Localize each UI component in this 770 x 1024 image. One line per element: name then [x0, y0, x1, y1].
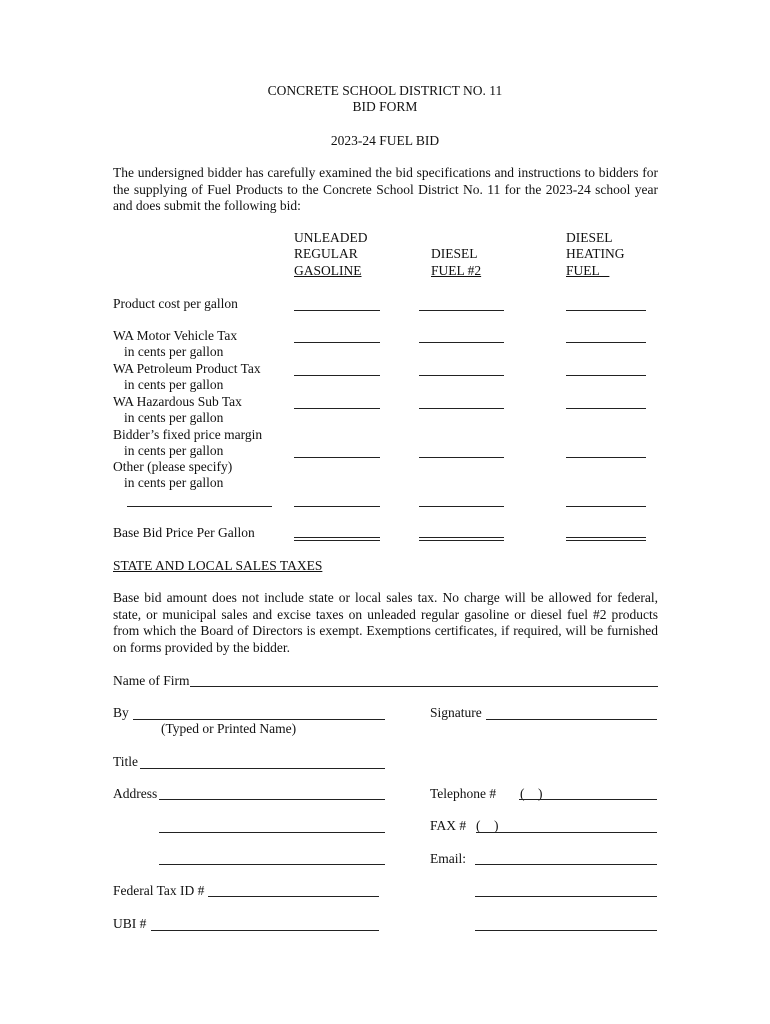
row-petroleum-tax: WA Petroleum Product Tax — [113, 361, 261, 376]
email-field[interactable] — [475, 864, 657, 865]
heating-product-cost-field[interactable] — [566, 310, 646, 311]
diesel-motor-tax-field[interactable] — [419, 342, 504, 343]
bid-title: 2023-24 FUEL BID — [330, 133, 440, 148]
fax-field[interactable] — [476, 832, 657, 833]
unleaded-margin-field[interactable] — [294, 457, 380, 458]
by-note: (Typed or Printed Name) — [161, 721, 297, 736]
unleaded-product-cost-field[interactable] — [294, 310, 380, 311]
row-hazardous-tax-sub: in cents per gallon — [124, 410, 224, 425]
title-field[interactable] — [140, 768, 385, 769]
row-product-cost: Product cost per gallon — [113, 296, 238, 311]
tax-id-field[interactable] — [208, 896, 379, 897]
diesel-product-cost-field[interactable] — [419, 310, 504, 311]
other-specify-field[interactable] — [127, 506, 272, 507]
col-unleaded-line2: REGULAR — [294, 246, 358, 261]
heating-motor-tax-field[interactable] — [566, 342, 646, 343]
unleaded-base-bid-field[interactable] — [294, 537, 380, 541]
signature-label: Signature — [430, 705, 482, 720]
diesel-petroleum-tax-field[interactable] — [419, 375, 504, 376]
row-margin: Bidder’s fixed price margin — [113, 427, 263, 442]
title-label: Title — [113, 754, 139, 769]
row-margin-sub: in cents per gallon — [124, 443, 224, 458]
tax-id-label: Federal Tax ID # — [113, 883, 205, 898]
taxes-paragraph: Base bid amount does not include state or local sales tax. No charge will be allowed for federal, state, or municipal sales and excise taxes on unleaded regular gasoline or diesel fuel #2 products from which the Board of Directors is exempt. Exemptions certificates, if required, will be furnished on forms provided by the bidder. — [113, 590, 658, 655]
fax-label: FAX # — [430, 818, 467, 833]
row-other: Other (please specify) — [113, 459, 233, 474]
firm-label: Name of Firm — [113, 673, 190, 688]
unleaded-other-field[interactable] — [294, 506, 380, 507]
col-heating-line3: FUEL — [566, 263, 610, 278]
signature-field[interactable] — [486, 719, 657, 720]
ubi-label: UBI # — [113, 916, 147, 931]
telephone-label: Telephone # — [430, 786, 497, 801]
email-label: Email: — [430, 851, 466, 866]
row-hazardous-tax: WA Hazardous Sub Tax — [113, 394, 242, 409]
extra-field-2[interactable] — [475, 930, 657, 931]
ubi-field[interactable] — [151, 930, 379, 931]
firm-field[interactable] — [190, 686, 658, 687]
col-diesel-line2: DIESEL — [431, 246, 478, 261]
heating-petroleum-tax-field[interactable] — [566, 375, 646, 376]
col-diesel-line3: FUEL #2 — [431, 263, 482, 278]
extra-field-1[interactable] — [475, 896, 657, 897]
row-motor-tax-sub: in cents per gallon — [124, 344, 224, 359]
by-label: By — [113, 705, 129, 720]
col-heating-line2: HEATING — [566, 246, 625, 261]
diesel-margin-field[interactable] — [419, 457, 504, 458]
heating-other-field[interactable] — [566, 506, 646, 507]
row-other-sub: in cents per gallon — [124, 475, 224, 490]
address-field-1[interactable] — [159, 799, 385, 800]
row-base-bid: Base Bid Price Per Gallon — [113, 525, 255, 540]
taxes-heading: STATE AND LOCAL SALES TAXES — [113, 558, 323, 573]
address-label: Address — [113, 786, 158, 801]
row-petroleum-tax-sub: in cents per gallon — [124, 377, 224, 392]
diesel-base-bid-field[interactable] — [419, 537, 504, 541]
row-motor-tax: WA Motor Vehicle Tax — [113, 328, 238, 343]
heating-hazardous-tax-field[interactable] — [566, 408, 646, 409]
col-unleaded-line1: UNLEADED — [294, 230, 368, 245]
district-title: CONCRETE SCHOOL DISTRICT NO. 11 — [267, 83, 503, 98]
unleaded-motor-tax-field[interactable] — [294, 342, 380, 343]
fax-area-code: ( ) — [476, 818, 499, 833]
telephone-area-code: ( ) — [520, 786, 543, 801]
col-heating-line1: DIESEL — [566, 230, 613, 245]
address-field-3[interactable] — [159, 864, 385, 865]
heating-margin-field[interactable] — [566, 457, 646, 458]
form-title: BID FORM — [352, 99, 418, 114]
by-field[interactable] — [133, 719, 385, 720]
diesel-hazardous-tax-field[interactable] — [419, 408, 504, 409]
unleaded-petroleum-tax-field[interactable] — [294, 375, 380, 376]
heating-base-bid-field[interactable] — [566, 537, 646, 541]
unleaded-hazardous-tax-field[interactable] — [294, 408, 380, 409]
intro-paragraph: The undersigned bidder has carefully examined the bid specifications and instructions to bidders for the supplying of Fuel Products to the Concrete School District No. 11 for the 2023-24 school year and does submit the following bid: — [113, 165, 658, 213]
col-unleaded-line3: GASOLINE — [294, 263, 362, 278]
diesel-other-field[interactable] — [419, 506, 504, 507]
address-field-2[interactable] — [159, 832, 385, 833]
telephone-field[interactable] — [519, 799, 657, 800]
